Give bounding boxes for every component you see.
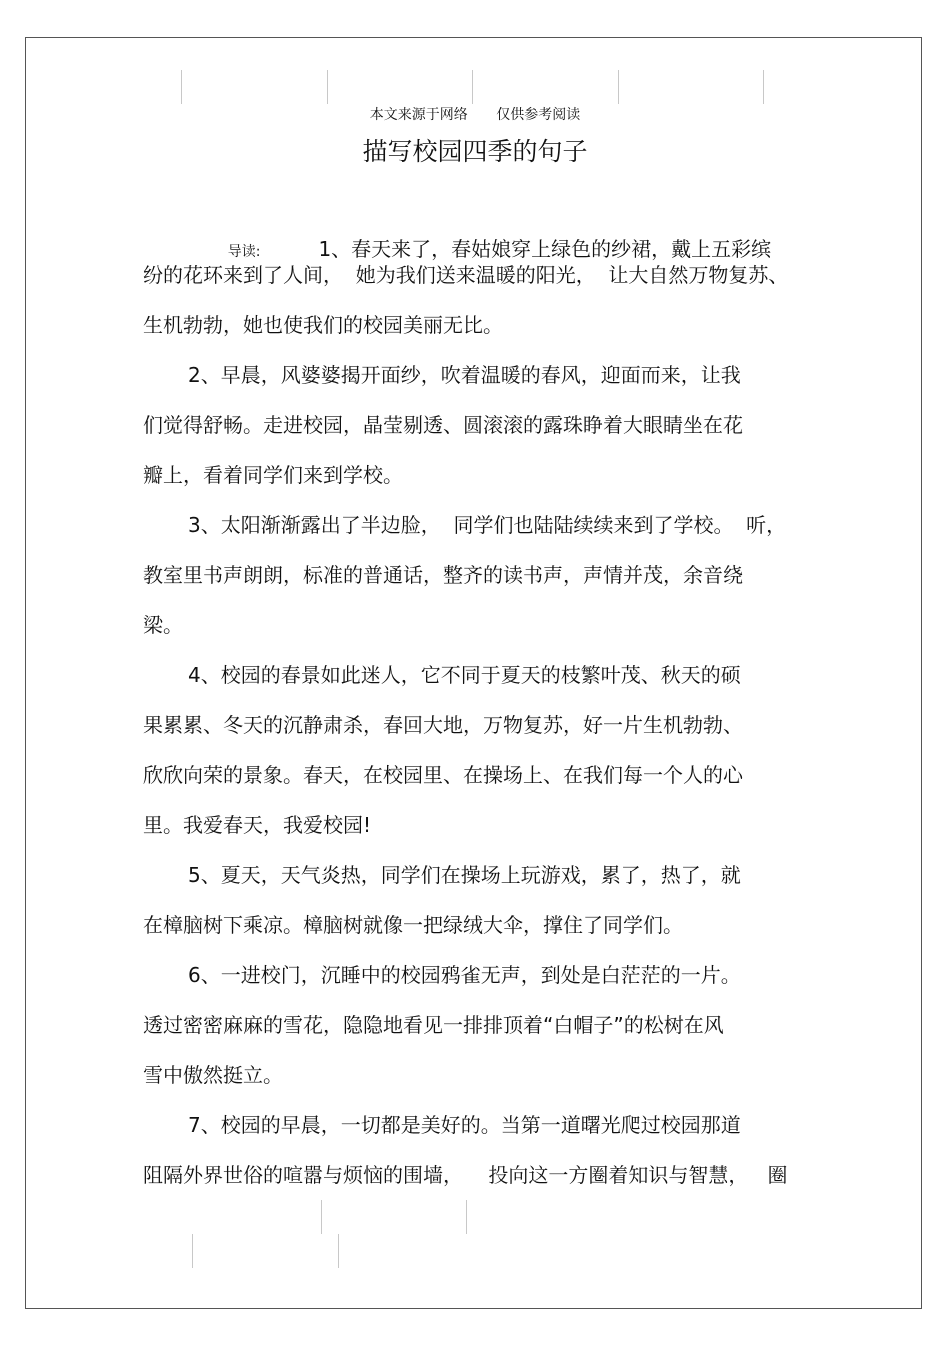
lead-label: 导读:	[227, 244, 261, 260]
body-line: 们觉得舒畅。走进校园，晶莹剔透、圆滚滚的露珠睁着大眼睛坐在花	[143, 413, 743, 437]
body-line: 透过密密麻麻的雪花，隐隐地看见一排排顶着“白帽子”的松树在风	[143, 1013, 724, 1037]
body-line: 教室里书声朗朗，标准的普通话，整齐的读书声，声情并茂，余音绕	[143, 563, 743, 587]
column-guide	[192, 1234, 193, 1268]
body-line: 欣欣向荣的景象。春天，在校园里、在操场上、在我们每一个人的心	[143, 763, 743, 787]
body-line: 2、早晨，风婆婆揭开面纱，吹着温暖的春风，迎面而来，让我	[188, 363, 741, 387]
body-line-text: 1、春天来了，春姑娘穿上绿色的纱裙，戴上五彩缤	[318, 237, 772, 261]
body-line: 纷的花环来到了人间， 她为我们送来温暖的阳光， 让大自然万物复苏、	[143, 263, 789, 287]
body-line: 4、校园的春景如此迷人，它不同于夏天的枝繁叶茂、秋天的硕	[188, 663, 741, 687]
body-line: 3、太阳渐渐露出了半边脸， 同学们也陆陆续续来到了学校。 听，	[188, 513, 787, 537]
source-note-part2: 仅供参考阅读	[496, 107, 581, 123]
column-guide	[618, 70, 619, 104]
column-guide	[338, 1234, 339, 1268]
body-line: 7、校园的早晨，一切都是美好的。当第一道曙光爬过校园那道	[188, 1113, 741, 1137]
body-line: 里。我爱春天，我爱校园!	[143, 813, 372, 837]
source-note	[0, 104, 950, 124]
body-line: 雪中傲然挺立。	[143, 1063, 283, 1087]
body-line: 生机勃勃，她也使我们的校园美丽无比。	[143, 313, 503, 337]
document-title: 描写校园四季的句子	[362, 137, 588, 166]
column-guide	[472, 70, 473, 104]
body-line: 梁。	[143, 613, 183, 637]
body-line: 果累累、冬天的沉静肃杀，春回大地，万物复苏，好一片生机勃勃、	[143, 713, 743, 737]
column-guide	[181, 70, 182, 104]
body-line: 阻隔外界世俗的喧嚣与烦恼的围墙， 投向这一方圈着知识与智慧， 圈	[143, 1163, 788, 1187]
column-guide	[327, 70, 328, 104]
body-line: 在樟脑树下乘凉。樟脑树就像一把绿绒大伞，撑住了同学们。	[143, 913, 683, 937]
body-line: 6、一进校门，沉睡中的校园鸦雀无声，到处是白茫茫的一片。	[188, 963, 741, 987]
column-guide	[466, 1200, 467, 1234]
body-line	[215, 213, 771, 264]
body-line: 5、夏天，天气炎热，同学们在操场上玩游戏，累了，热了，就	[188, 863, 741, 887]
column-guide	[763, 70, 764, 104]
column-guide	[321, 1200, 322, 1234]
source-note-part1: 本文来源于网络	[369, 107, 468, 123]
body-line: 瓣上，看着同学们来到学校。	[143, 463, 403, 487]
